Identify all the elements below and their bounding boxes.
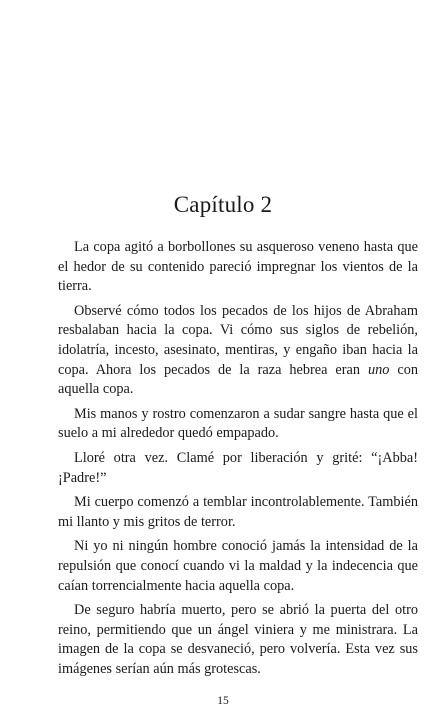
chapter-title: Capítulo 2 <box>173 192 273 217</box>
paragraph <box>58 302 418 400</box>
paragraph: Ni yo ni ningún hombre conoció jamás la intensidad de la repulsión que conocí cuando vi la maldad y la indecencia que caían torrencialmente hacia aquella copa. <box>58 538 418 594</box>
chapter-body <box>58 238 418 684</box>
paragraph: La copa agitó a borbollones su asqueroso veneno hasta que el hedor de su contenido pareció impregnar los vientos de la tierra. <box>58 239 418 295</box>
page-number: 15 <box>217 695 229 707</box>
paragraph: Mis manos y rostro comenzaron a sudar sangre hasta que el suelo a mi alrededor quedó empapado. <box>58 405 418 442</box>
paragraph-text: Observé cómo todos los pecados de los hijos de Abraham resbalaban hacia la copa. Vi cómo sus siglos de rebelión, idolatría, incesto, asesinato, mentiras, y engaño iban hacia la copa. Ahora los pecados de la raza hebrea eran <box>58 302 418 378</box>
paragraph-text: con aquella copa. <box>58 361 418 398</box>
emphasized-word: uno <box>367 361 390 378</box>
paragraph: De seguro habría muerto, pero se abrió la puerta del otro reino, permitiendo que un ángel viniera y me ministrara. La imagen de la copa se desvaneció, pero volvería. Esta vez sus imágenes serían aún más grotescas. <box>58 602 418 677</box>
paragraph: Mi cuerpo comenzó a temblar incontrolablemente. También mi llanto y mis gritos de terror. <box>58 494 418 530</box>
paragraph: Lloré otra vez. Clamé por liberación y grité: “¡Abba! ¡Padre!” <box>58 449 418 486</box>
